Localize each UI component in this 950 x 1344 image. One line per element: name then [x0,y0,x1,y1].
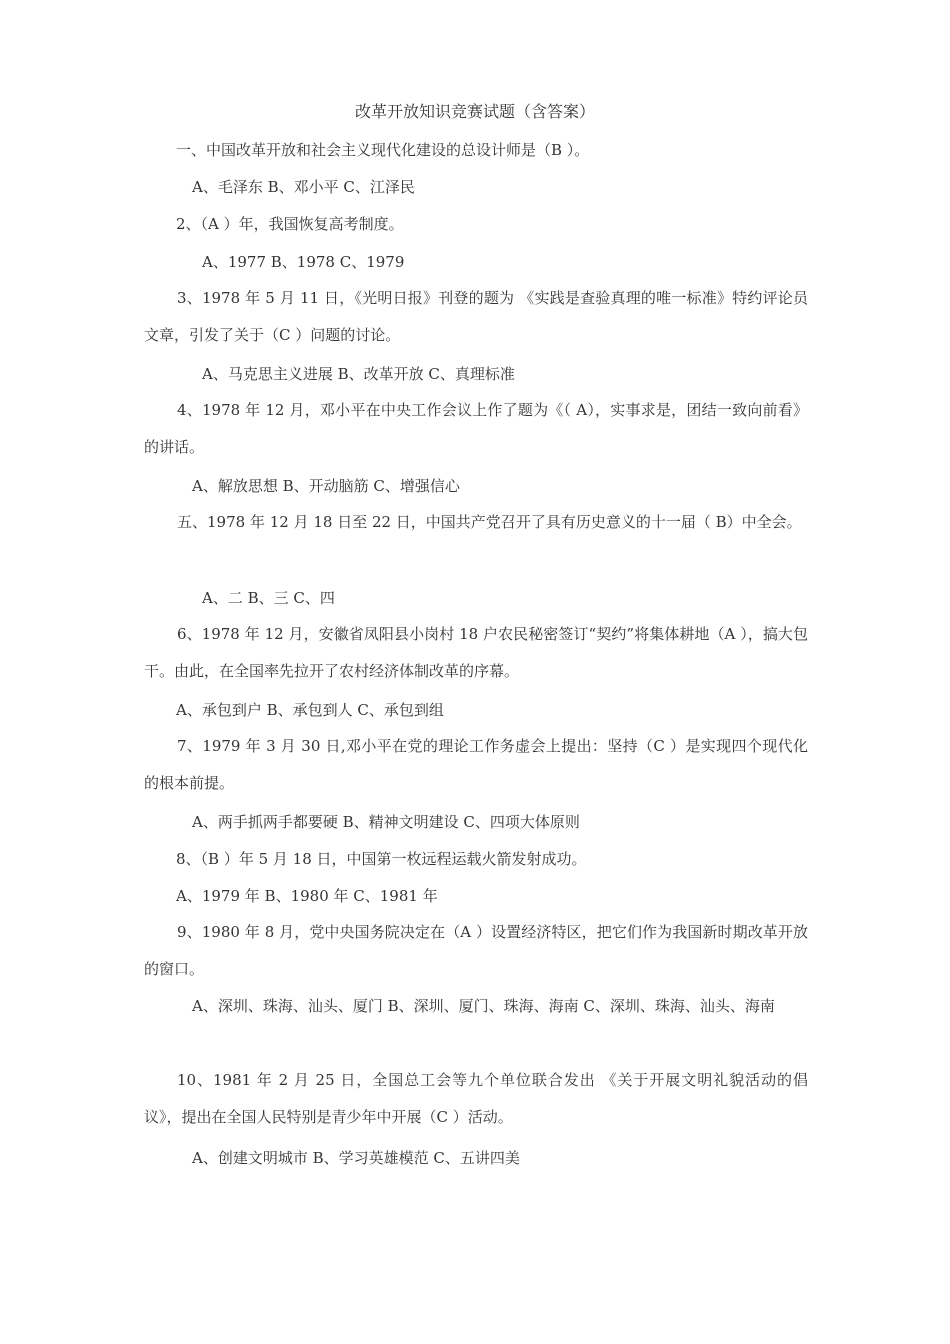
question-8: 8、（B ）年 5 月 18 日，中国第一枚远程运载火箭发射成功。 [176,850,587,868]
question-3: 3、1978 年 5 月 11 日，《光明日报》刊登的题为 《实践是查验真理的唯一标准》特约评论员文章，引发了关于（C ）问题的讨论。 [144,289,808,344]
answer-options-10: A、创建文明城市 B、学习英雄模范 C、五讲四美 [192,1149,520,1167]
answer-options-8: A、1979 年 B、1980 年 C、1981 年 [176,887,438,905]
question-1: 一、中国改革开放和社会主义现代化建设的总设计师是（B ）。 [176,141,590,159]
question-6: 6、1978 年 12 月，安徽省凤阳县小岗村 18 户农民秘密签订“契约”将集体耕地（A ），搞大包干。由此，在全国率先拉开了农村经济体制改革的序幕。 [144,625,808,680]
question-5: 五、1978 年 12 月 18 日至 22 日，中国共产党召开了具有历史意义的十一届（ B）中全会。 [177,513,802,531]
question-7: 7、1979 年 3 月 30 日,邓小平在党的理论工作务虚会上提出：坚持（C ）是实现四个现代化的根本前提。 [144,737,808,792]
answer-options-9: A、深圳、珠海、汕头、厦门 B、深圳、厦门、珠海、海南 C、深圳、珠海、汕头、海南 [192,997,775,1015]
answer-options-2: A、1977 B、1978 C、1979 [202,253,405,271]
answer-options-5: A、二 B、三 C、四 [202,589,335,607]
document-title: 改革开放知识竞赛试题（含答案） [354,102,595,121]
answer-options-4: A、解放思想 B、开动脑筋 C、增强信心 [192,477,460,495]
question-10: 10、1981 年 2 月 25 日，全国总工会等九个单位联合发出 《关于开展文明礼貌活动的倡议》，提出在全国人民特别是青少年中开展（C ）活动。 [144,1071,808,1126]
answer-options-3: A、马克思主义进展 B、改革开放 C、真理标准 [202,365,515,383]
question-9: 9、1980 年 8 月，党中央国务院决定在（A ）设置经济特区，把它们作为我国新时期改革开放的窗口。 [144,923,808,978]
answer-options-7: A、两手抓两手都要硬 B、精神文明建设 C、四项大体原则 [192,813,580,831]
answer-options-6: A、承包到户 B、承包到人 C、承包到组 [176,701,444,719]
question-4: 4、1978 年 12 月，邓小平在中央工作会议上作了题为《（ A），实事求是，团结一致向前看》的讲话。 [144,401,808,456]
answer-options-1: A、毛泽东 B、邓小平 C、江泽民 [192,178,415,196]
question-2: 2、（A ）年，我国恢复高考制度。 [176,215,404,233]
